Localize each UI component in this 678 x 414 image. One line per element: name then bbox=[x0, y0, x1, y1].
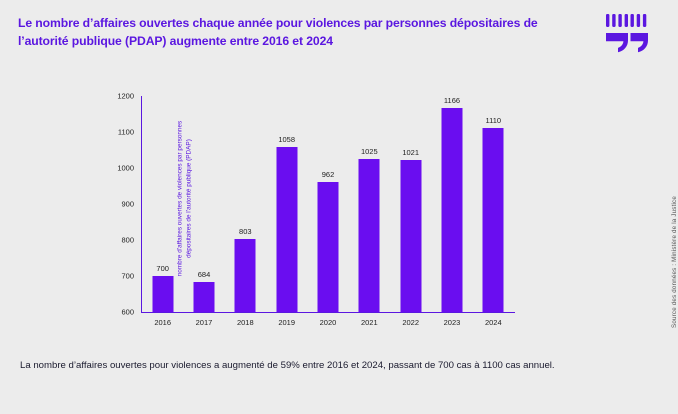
bar-group[interactable] bbox=[142, 96, 183, 312]
bar-value-label: 1058 bbox=[278, 135, 295, 145]
bars-container bbox=[142, 96, 514, 312]
bar[interactable] bbox=[152, 276, 173, 312]
y-axis-title: nombre d’affaires ouvertes de violences par personnes dépositaires de l’autorité publique (PDAP) bbox=[176, 120, 192, 277]
y-axis-tick: 800 bbox=[121, 235, 134, 245]
x-axis-tick-label: 2019 bbox=[278, 318, 295, 327]
bar-group[interactable] bbox=[473, 96, 514, 312]
x-axis-tick-label: 2020 bbox=[319, 318, 337, 327]
x-axis-tick-label: 2021 bbox=[360, 318, 378, 327]
bar-value-label: 1166 bbox=[443, 96, 461, 106]
y-axis-ticks bbox=[96, 91, 140, 317]
bar-value-label: 700 bbox=[156, 264, 169, 273]
x-axis-labels bbox=[142, 318, 514, 332]
bar-value-label: 803 bbox=[239, 226, 252, 236]
bar-value-label: 1025 bbox=[360, 147, 378, 156]
bar[interactable] bbox=[483, 128, 504, 312]
page-title: Le nombre d’affaires ouvertes chaque année pour violences par personnes dépositaires de l’autorité publique (PDAP) augmente entre 2016 et 2024 bbox=[18, 16, 538, 48]
bar[interactable] bbox=[235, 239, 256, 312]
y-axis-tick: 900 bbox=[121, 199, 134, 209]
x-axis-tick-label: 2016 bbox=[154, 318, 171, 327]
x-axis-tick-label: 2018 bbox=[236, 318, 254, 327]
y-axis-tick: 600 bbox=[121, 307, 134, 317]
bar-value-label: 1110 bbox=[485, 116, 502, 126]
y-axis-tick: 1100 bbox=[117, 127, 134, 137]
x-axis-tick-label: 2017 bbox=[195, 318, 213, 327]
x-axis-tick-label: 2023 bbox=[443, 318, 461, 327]
source-note: Source des données : Ministère de la Justice bbox=[671, 196, 678, 328]
quotation-marks-logo bbox=[604, 12, 650, 54]
y-axis-tick: 700 bbox=[121, 271, 134, 281]
bar-value-label: 1021 bbox=[402, 148, 419, 158]
bar-group[interactable] bbox=[349, 96, 390, 312]
x-axis-tick-label: 2024 bbox=[484, 318, 502, 327]
bar-value-label: 962 bbox=[321, 169, 335, 179]
header bbox=[18, 14, 578, 50]
bar-value-label: 684 bbox=[197, 269, 211, 279]
bar-group[interactable] bbox=[225, 96, 266, 312]
bar-group[interactable] bbox=[431, 96, 472, 312]
y-axis-tick: 1200 bbox=[117, 91, 134, 101]
bar[interactable] bbox=[276, 147, 297, 312]
bar[interactable] bbox=[441, 108, 462, 312]
bar-group[interactable] bbox=[307, 96, 348, 312]
bar[interactable] bbox=[359, 159, 380, 312]
bar-group[interactable] bbox=[266, 96, 307, 312]
summary-text: La nombre d’affaires ouvertes pour violences a augmenté de 59% entre 2016 et 2024, passant de 700 cas à 1100 cas annuel. bbox=[20, 360, 555, 371]
bar-group[interactable] bbox=[390, 96, 431, 312]
y-axis-tick: 1000 bbox=[117, 163, 134, 173]
bar[interactable] bbox=[193, 282, 214, 312]
bar[interactable] bbox=[400, 160, 421, 312]
x-axis-tick-label: 2022 bbox=[402, 318, 419, 327]
x-axis-line bbox=[141, 312, 515, 313]
bar[interactable] bbox=[317, 182, 338, 312]
bar-group[interactable] bbox=[183, 96, 224, 312]
bar-chart bbox=[96, 86, 526, 336]
